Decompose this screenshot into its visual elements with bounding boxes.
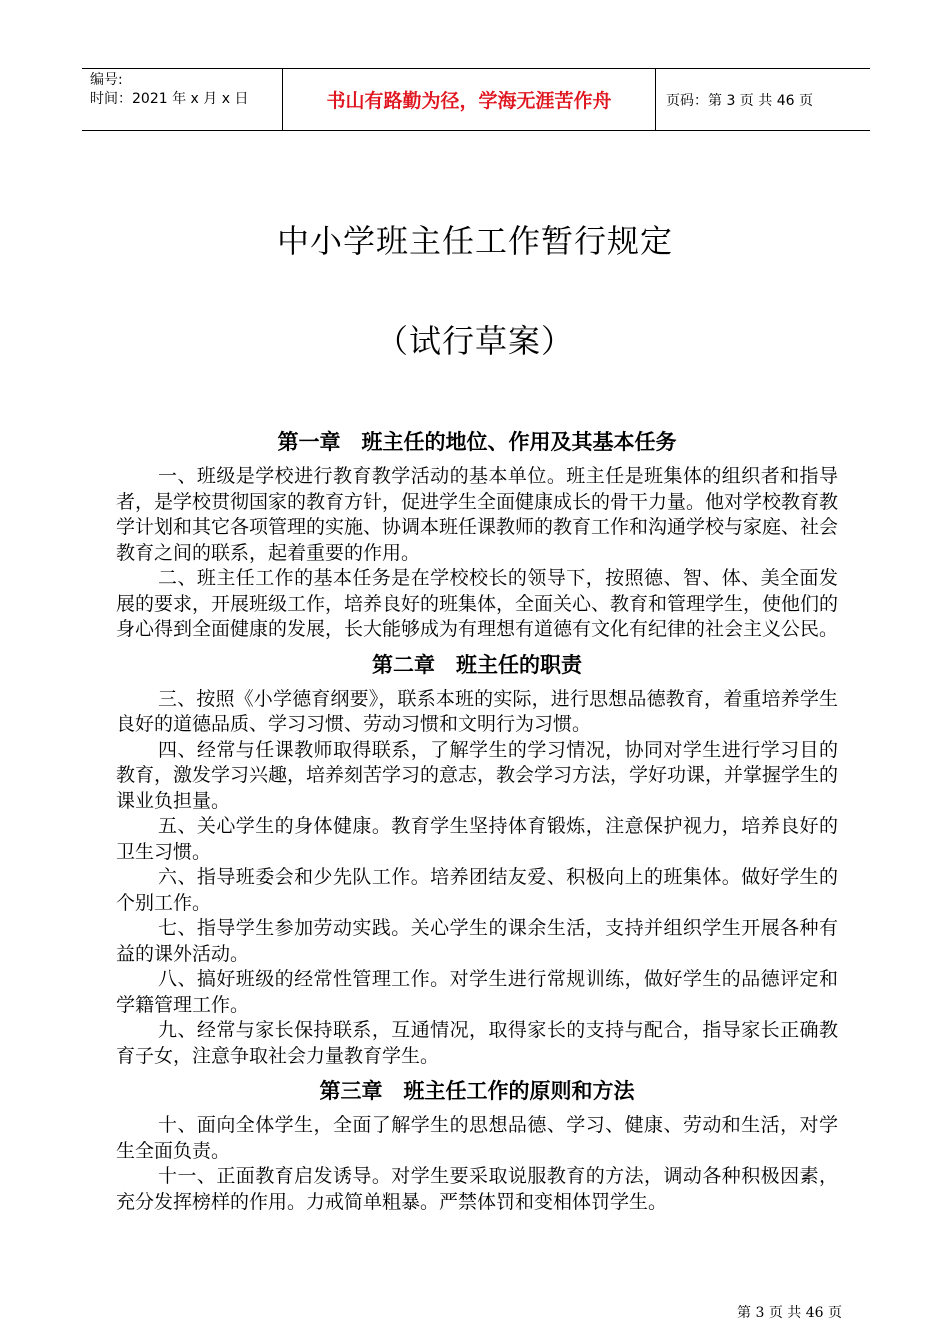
- header-page-label: 页码：第 3 页 共 46 页: [666, 92, 813, 109]
- paragraph: 八、搞好班级的经常性管理工作。对学生进行常规训练，做好学生的品德评定和学籍管理工作。: [116, 968, 838, 1016]
- paragraph: 六、指导班委会和少先队工作。培养团结友爱、积极向上的班集体。做好学生的个别工作。: [116, 866, 838, 914]
- chapter-heading: 第三章 班主任工作的原则和方法: [319, 1079, 635, 1103]
- chapter-heading: 第二章 班主任的职责: [372, 652, 582, 677]
- document-body: [116, 420, 838, 1215]
- paragraph: 十、面向全体学生，全面了解学生的思想品德、学习、健康、劳动和生活，对学生全面负责。: [116, 1114, 838, 1162]
- paragraph: 五、关心学生的身体健康。教育学生坚持体育锻炼，注意保护视力，培养良好的卫生习惯。: [116, 815, 838, 863]
- header-motto: 书山有路勤为径，学海无涯苦作舟: [282, 69, 656, 130]
- paragraph: 七、指导学生参加劳动实践。关心学生的课余生活，支持并组织学生开展各种有益的课外活动。: [116, 917, 838, 965]
- paragraph: 三、按照《小学德育纲要》，联系本班的实际，进行思想品德教育，着重培养学生良好的道德品质、学习习惯、劳动习惯和文明行为习惯。: [116, 687, 838, 735]
- chapter-2: [116, 643, 838, 1070]
- paragraph: 二、班主任工作的基本任务是在学校校长的领导下，按照德、智、体、美全面发展的要求，开展班级工作，培养良好的班集体，全面关心、教育和管理学生，使他们的身心得到全面健康的发展，长大能够成为有理想有道德有文化有纪律的社会主义公民。: [116, 567, 839, 640]
- document-title: 中小学班主任工作暂行规定: [276, 222, 673, 260]
- document-subtitle: （试行草案）: [375, 322, 574, 360]
- paragraph: 一、班级是学校进行教育教学活动的基本单位。班主任是班集体的组织者和指导者，是学校贯彻国家的教育方针，促进学生全面健康成长的骨干力量。他对学校教育教学计划和其它各项管理的实施、协调本班任课教师的教育工作和沟通学校与家庭、社会教育之间的联系，起着重要的作用。: [116, 465, 839, 564]
- date-label: 时间：2021 年 x 月 x 日: [90, 91, 249, 107]
- page-header: [82, 68, 870, 131]
- paragraph: 九、经常与家长保持联系，互通情况，取得家长的支持与配合，指导家长正确教育子女，注意争取社会力量教育学生。: [116, 1019, 838, 1067]
- paragraph: 四、经常与任课教师取得联系，了解学生的学习情况，协同对学生进行学习目的教育，激发学习兴趣，培养刻苦学习的意志，教会学习方法，学好功课，并掌握学生的课业负担量。: [116, 738, 839, 812]
- paragraph: 十一、正面教育启发诱导。对学生要采取说服教育的方法，调动各种积极因素，充分发挥榜样的作用。力戒简单粗暴。严禁体罚和变相体罚学生。: [116, 1165, 838, 1213]
- chapter-3: [116, 1069, 838, 1215]
- chapter-1: [116, 420, 838, 643]
- header-meta: [90, 71, 248, 109]
- number-label: 编号:: [90, 72, 123, 88]
- chapter-heading: 第一章 班主任的地位、作用及其基本任务: [277, 430, 677, 454]
- page-footer: 第 3 页 共 46 页: [737, 1305, 842, 1321]
